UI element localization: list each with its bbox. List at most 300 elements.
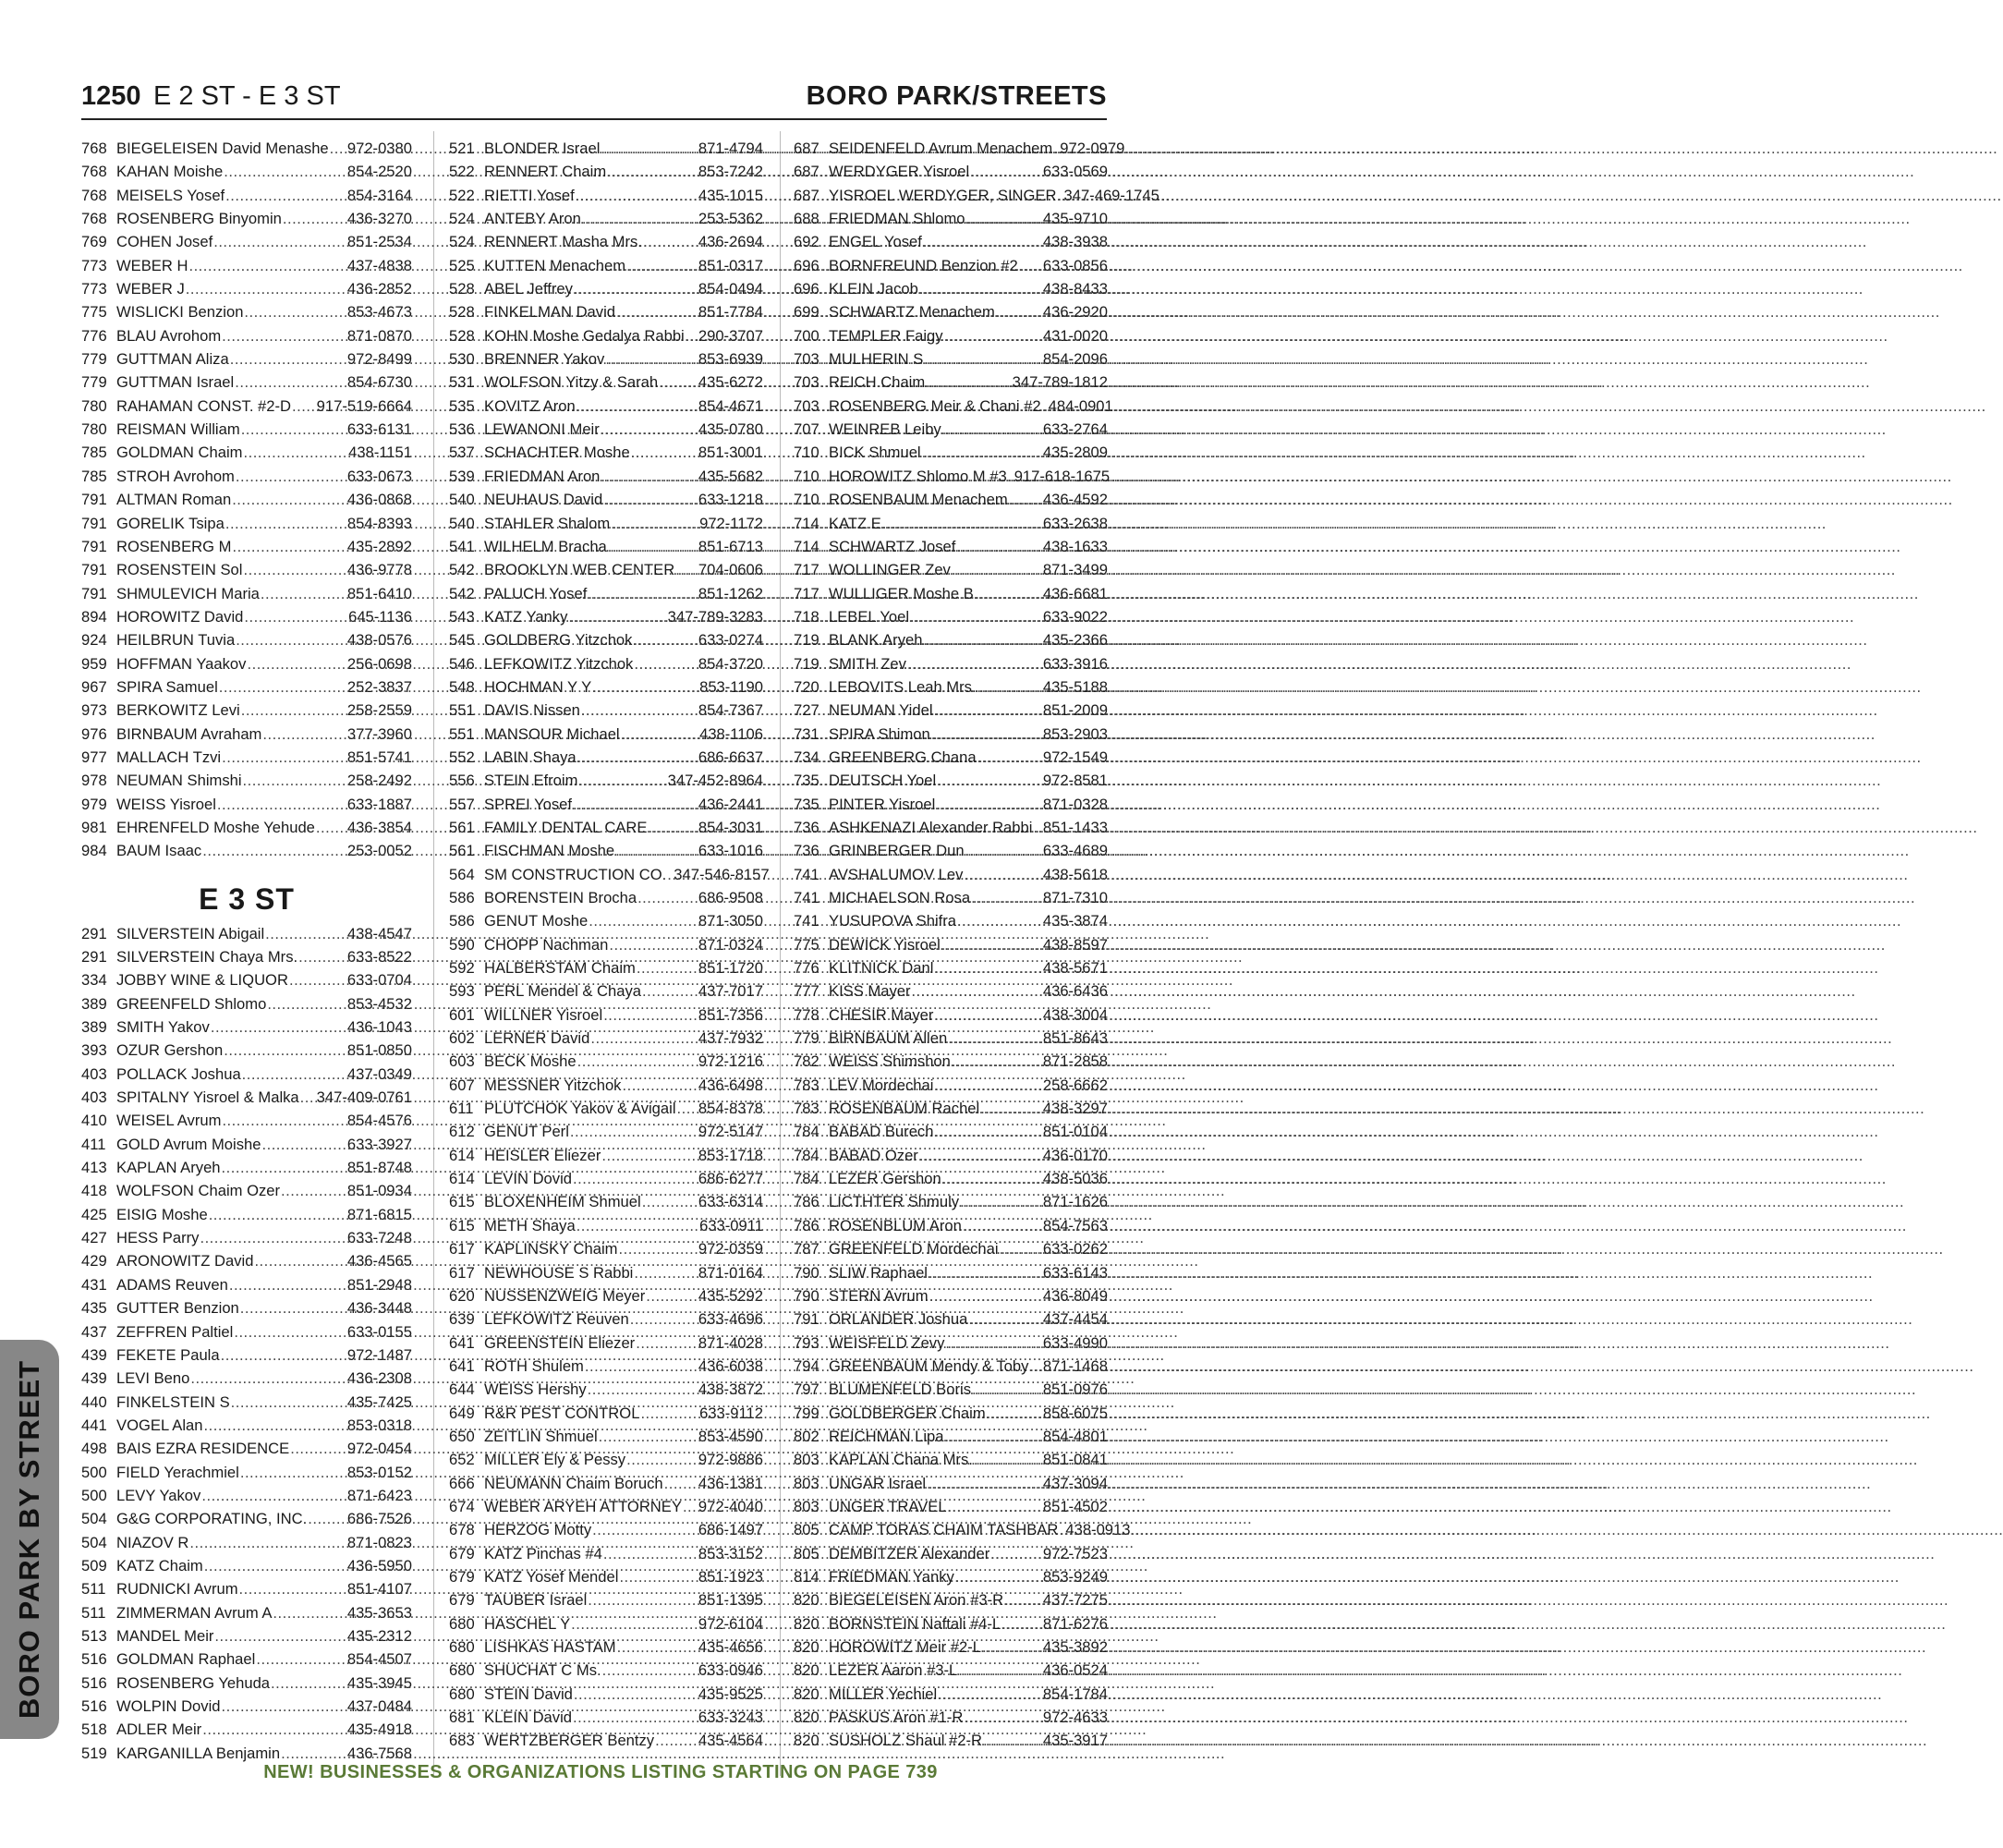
resident-name: FINKELSTEIN S bbox=[116, 1392, 230, 1411]
phone-number: 435-7425 bbox=[346, 1392, 412, 1411]
leader-dots bbox=[1008, 488, 1041, 511]
resident-name: GENUT Perl bbox=[484, 1123, 569, 1141]
listing-entry bbox=[794, 769, 1108, 792]
phone-number: 853-4590 bbox=[698, 1427, 763, 1445]
resident-name: FISCHMAN Moshe bbox=[484, 842, 615, 860]
phone-number: 854-1784 bbox=[1042, 1684, 1108, 1703]
listing-entry bbox=[449, 1003, 763, 1027]
resident-name: GOLDBERGER Chaim bbox=[829, 1404, 986, 1422]
leader-dots bbox=[587, 1378, 697, 1401]
leader-dots bbox=[297, 945, 346, 968]
phone-number: 435-4918 bbox=[346, 1720, 412, 1739]
leader-dots bbox=[202, 1414, 345, 1437]
page-header bbox=[81, 78, 1107, 120]
phone-number: 851-1395 bbox=[698, 1591, 763, 1610]
house-number: 539 bbox=[449, 467, 475, 485]
listing-entry bbox=[449, 1683, 763, 1706]
house-number: 674 bbox=[449, 1497, 475, 1515]
resident-name: KISS Mayer bbox=[829, 982, 911, 1001]
phone-number: 851-7784 bbox=[698, 303, 763, 322]
resident-name: BORNFREUND Benzion #2 bbox=[829, 256, 1018, 274]
listing-entry bbox=[794, 793, 1108, 816]
phone-number: 436-4565 bbox=[346, 1252, 412, 1270]
house-number: 511 bbox=[81, 1580, 106, 1599]
leader-dots bbox=[1007, 465, 1013, 488]
leader-dots bbox=[315, 816, 346, 839]
leader-dots bbox=[581, 207, 697, 230]
phone-number: 435-1015 bbox=[698, 186, 763, 204]
leader-dots bbox=[639, 1402, 698, 1425]
phone-number: 435-3874 bbox=[1042, 912, 1108, 930]
house-number: 644 bbox=[449, 1380, 475, 1399]
phone-number: 854-6730 bbox=[346, 373, 412, 392]
listing-entry bbox=[449, 324, 763, 347]
section-title: BORO PARK/STREETS bbox=[806, 81, 1107, 111]
phone-number: 972-0454 bbox=[346, 1440, 412, 1458]
phone-number: 853-1190 bbox=[699, 677, 763, 696]
resident-name: WEINREB Leiby bbox=[829, 420, 941, 439]
house-number: 521 bbox=[449, 140, 475, 157]
listing-entry bbox=[81, 652, 412, 675]
resident-name: FAMILY DENTAL CARE bbox=[484, 818, 648, 836]
phone-number: 436-2920 bbox=[1042, 303, 1108, 322]
phone-number: 972-8581 bbox=[1042, 772, 1108, 790]
listing-entry bbox=[81, 465, 412, 488]
resident-name: MALLACH Tzvi bbox=[116, 748, 222, 766]
leader-dots bbox=[981, 1635, 1041, 1659]
leader-dots bbox=[221, 1156, 346, 1179]
leader-dots bbox=[618, 1565, 696, 1588]
house-number: 783 bbox=[794, 1076, 819, 1094]
house-number: 516 bbox=[81, 1673, 107, 1692]
resident-name: KAPLAN Chana Mrs. bbox=[829, 1451, 973, 1469]
house-number: 500 bbox=[81, 1463, 107, 1481]
house-number: 797 bbox=[794, 1380, 819, 1399]
resident-name: FINKELMAN David bbox=[484, 303, 616, 322]
resident-name: BIEGELEISEN David Menashe bbox=[116, 140, 329, 157]
listing-entry bbox=[794, 1635, 1108, 1659]
listing-entry bbox=[81, 347, 412, 371]
listing-entry bbox=[794, 746, 1108, 769]
phone-number: 435-2366 bbox=[1042, 631, 1108, 650]
resident-name: FRIEDMAN Shlomo bbox=[829, 210, 965, 228]
resident-name: WEISS Hershy bbox=[484, 1380, 587, 1399]
house-number: 500 bbox=[81, 1486, 107, 1504]
house-number: 542 bbox=[449, 561, 475, 579]
phone-number: 853-9249 bbox=[1042, 1567, 1108, 1586]
resident-name: WOLLINGER Zev bbox=[829, 561, 951, 579]
listing-entry bbox=[449, 1190, 763, 1213]
phone-number: 633-2638 bbox=[1042, 514, 1108, 532]
listing-entry bbox=[449, 1214, 763, 1237]
phone-number: 853-0318 bbox=[346, 1416, 412, 1434]
listing-entry bbox=[449, 1284, 763, 1307]
resident-name: PLUTCHOK Yakov & Avigail bbox=[484, 1100, 676, 1118]
leader-dots bbox=[199, 1226, 345, 1249]
resident-name: BAUM Isaac bbox=[116, 842, 202, 860]
listing-entry bbox=[794, 207, 1108, 230]
house-number: 720 bbox=[794, 677, 819, 696]
listing-entry bbox=[794, 1027, 1108, 1050]
resident-name: ORLANDER Joshua bbox=[829, 1310, 968, 1329]
house-number: 820 bbox=[794, 1708, 819, 1727]
resident-name: SCHWARTZ Josef bbox=[829, 537, 956, 555]
phone-number: 851-0104 bbox=[1042, 1123, 1108, 1141]
phone-number: 436-3270 bbox=[346, 210, 412, 228]
leader-dots bbox=[606, 160, 697, 183]
phone-number: 871-4028 bbox=[698, 1333, 763, 1352]
listing-entry bbox=[81, 1367, 412, 1390]
phone-number: 435-5188 bbox=[1042, 677, 1108, 696]
resident-name: WOLPIN Dovid bbox=[116, 1697, 221, 1715]
leader-dots bbox=[933, 1074, 1040, 1097]
phone-number: 851-2948 bbox=[346, 1275, 412, 1294]
leader-dots bbox=[963, 863, 1040, 886]
listing-entry bbox=[449, 863, 770, 886]
leader-dots bbox=[242, 769, 346, 792]
resident-name: KATZ Yanky bbox=[484, 607, 568, 626]
resident-name: WEISS Yisroel bbox=[116, 795, 216, 813]
leader-dots bbox=[218, 675, 346, 699]
resident-name: HOCHMAN Y Y bbox=[484, 677, 592, 696]
leader-dots bbox=[967, 1307, 1041, 1331]
phone-number: 436-2308 bbox=[346, 1369, 412, 1388]
listing-entry bbox=[449, 652, 763, 675]
house-number: 291 bbox=[81, 924, 107, 942]
leader-dots bbox=[282, 207, 346, 230]
resident-name: GREENBERG Chana bbox=[829, 748, 977, 766]
house-number: 601 bbox=[449, 1005, 475, 1024]
phone-number: 853-0152 bbox=[346, 1463, 412, 1481]
resident-name: LERNER David bbox=[484, 1029, 590, 1048]
phone-number: 851-4107 bbox=[346, 1580, 412, 1599]
resident-name: BORENSTEIN Brocha bbox=[484, 889, 637, 906]
leader-dots bbox=[999, 1237, 1041, 1260]
house-number: 784 bbox=[794, 1170, 819, 1188]
leader-dots bbox=[947, 1495, 1041, 1518]
house-number: 498 bbox=[81, 1440, 107, 1458]
phone-number: 633-1016 bbox=[698, 842, 763, 860]
phone-number: 871-7310 bbox=[1042, 889, 1108, 906]
house-number: 540 bbox=[449, 491, 475, 509]
leader-dots bbox=[979, 1097, 1041, 1120]
phone-number: 438-5671 bbox=[1042, 959, 1108, 978]
resident-name: HOFFMAN Yaakov bbox=[116, 654, 247, 673]
leader-dots bbox=[598, 1425, 697, 1448]
resident-name: NEUHAUS David bbox=[484, 491, 603, 509]
house-number: 687 bbox=[794, 140, 819, 157]
house-number: 784 bbox=[794, 1123, 819, 1141]
phone-number: 917-519-6664 bbox=[316, 396, 412, 415]
house-number: 793 bbox=[794, 1333, 819, 1352]
resident-name: UNGAR Israel bbox=[829, 1474, 927, 1492]
phone-number: 436-3448 bbox=[346, 1299, 412, 1318]
phone-number: 435-5292 bbox=[698, 1286, 763, 1305]
resident-name: MICHAELSON Rosa bbox=[829, 889, 971, 906]
leader-dots bbox=[954, 1565, 1041, 1588]
leader-dots bbox=[221, 1695, 346, 1718]
leader-dots bbox=[243, 605, 346, 628]
leader-dots bbox=[933, 1120, 1040, 1143]
listing-entry bbox=[81, 418, 412, 441]
phone-number: 253-0052 bbox=[346, 842, 412, 860]
listing-entry bbox=[794, 979, 1108, 1003]
leader-dots bbox=[951, 1050, 1041, 1073]
leader-dots bbox=[242, 558, 345, 581]
phone-number: 917-618-1675 bbox=[1014, 467, 1111, 485]
resident-name: ROSENBERG M bbox=[116, 537, 232, 555]
listing-entry bbox=[794, 347, 1108, 371]
leader-dots bbox=[567, 605, 665, 628]
resident-name: BIEGELEISEN Aron #3-R bbox=[829, 1591, 1004, 1610]
listing-entry bbox=[794, 254, 1108, 277]
listing-entry bbox=[794, 1097, 1108, 1120]
leader-dots bbox=[572, 1167, 697, 1190]
house-number: 710 bbox=[794, 444, 819, 462]
listing-entry bbox=[449, 1518, 763, 1541]
listing-entry bbox=[794, 1120, 1108, 1143]
resident-name: KLEIN Jacob bbox=[829, 280, 918, 298]
resident-name: KUTTEN Menachem bbox=[484, 256, 626, 274]
listing-entry bbox=[794, 465, 1111, 488]
house-number: 791 bbox=[81, 514, 107, 532]
leader-dots bbox=[234, 371, 346, 394]
phone-number: 633-7248 bbox=[346, 1229, 412, 1247]
resident-name: POLLACK Joshua bbox=[116, 1064, 241, 1083]
house-number: 439 bbox=[81, 1369, 107, 1388]
leader-dots bbox=[663, 1472, 697, 1495]
listing-entry bbox=[81, 1063, 412, 1086]
leader-dots bbox=[928, 1261, 1041, 1284]
listing-column-1 bbox=[81, 137, 412, 1765]
phone-number: 633-2764 bbox=[1042, 420, 1108, 439]
house-number: 696 bbox=[794, 256, 819, 274]
phone-number: 437-4838 bbox=[346, 256, 412, 274]
house-number: 666 bbox=[449, 1474, 475, 1492]
leader-dots bbox=[941, 1167, 1041, 1190]
house-number: 790 bbox=[794, 1286, 819, 1305]
listing-entry bbox=[449, 1027, 763, 1050]
house-number: 741 bbox=[794, 912, 819, 930]
phone-number: 686-7526 bbox=[346, 1510, 412, 1528]
resident-name: DEMBITZER Alexander bbox=[829, 1544, 990, 1562]
house-number: 614 bbox=[449, 1170, 475, 1188]
resident-name: YUSUPOVA Shifra bbox=[829, 912, 957, 930]
listing-entry bbox=[794, 137, 1125, 160]
resident-name: ARONOWITZ David bbox=[116, 1252, 254, 1270]
leader-dots bbox=[962, 1214, 1041, 1237]
phone-number: 438-1106 bbox=[699, 724, 763, 743]
house-number: 978 bbox=[81, 772, 107, 790]
house-number: 680 bbox=[449, 1638, 475, 1656]
listing-entry bbox=[449, 347, 763, 371]
house-number: 820 bbox=[794, 1638, 819, 1656]
leader-dots bbox=[951, 558, 1041, 581]
resident-name: BICK Shmuel bbox=[829, 444, 921, 462]
listing-entry bbox=[449, 909, 763, 932]
leader-dots bbox=[911, 979, 1041, 1003]
listing-entry bbox=[449, 512, 763, 535]
leader-dots bbox=[260, 582, 346, 605]
listing-entry bbox=[81, 1461, 412, 1484]
resident-name: NEWHOUSE S Rabbi bbox=[484, 1263, 634, 1282]
phone-number: 435-5682 bbox=[698, 467, 763, 485]
leader-dots bbox=[280, 1179, 346, 1202]
house-number: 734 bbox=[794, 748, 819, 766]
listing-entry bbox=[449, 1378, 763, 1401]
leader-dots bbox=[963, 1706, 1040, 1729]
resident-name: METH Shaya bbox=[484, 1216, 576, 1234]
leader-dots bbox=[221, 1109, 345, 1132]
listing-entry bbox=[794, 395, 1113, 418]
listing-entry bbox=[81, 558, 412, 581]
listing-entry bbox=[794, 1144, 1108, 1167]
phone-number: 633-6143 bbox=[1042, 1263, 1108, 1282]
house-number: 783 bbox=[794, 1100, 819, 1118]
resident-name: ROSENBAUM Rachel bbox=[829, 1100, 980, 1118]
listing-entry bbox=[81, 1273, 412, 1296]
resident-name: BORNSTEIN Naftali #4-L bbox=[829, 1614, 1002, 1633]
resident-name: NEUMAN Shimshi bbox=[116, 772, 242, 790]
resident-name: SILVERSTEIN Chaya Mrs. bbox=[116, 948, 298, 966]
house-number: 519 bbox=[81, 1744, 107, 1762]
listing-entry bbox=[794, 160, 1108, 183]
listing-entry bbox=[449, 418, 763, 441]
house-number: 785 bbox=[81, 444, 107, 462]
house-number: 522 bbox=[449, 186, 475, 204]
listing-entry bbox=[794, 1659, 1108, 1682]
phone-number: 377-3960 bbox=[346, 724, 412, 743]
listing-entry bbox=[794, 1214, 1108, 1237]
phone-number: 438-3938 bbox=[1042, 233, 1108, 251]
listing-entry bbox=[81, 254, 412, 277]
listing-entry bbox=[449, 628, 763, 651]
leader-dots bbox=[212, 230, 346, 253]
house-number: 543 bbox=[449, 607, 475, 626]
house-number: 418 bbox=[81, 1182, 107, 1200]
house-number: 977 bbox=[81, 748, 107, 766]
resident-name: G&G CORPORATING, INC. bbox=[116, 1510, 308, 1528]
house-number: 551 bbox=[449, 724, 475, 743]
leader-dots bbox=[266, 992, 346, 1015]
phone-number: 633-4696 bbox=[698, 1310, 763, 1329]
phone-number: 645-1136 bbox=[348, 607, 412, 626]
house-number: 984 bbox=[81, 842, 107, 860]
listing-entry bbox=[794, 1284, 1108, 1307]
leader-dots bbox=[970, 886, 1041, 909]
listing-entry bbox=[449, 558, 763, 581]
house-number: 718 bbox=[794, 607, 819, 626]
leader-dots bbox=[261, 1133, 345, 1156]
listing-entry bbox=[81, 1554, 412, 1577]
phone-number: 853-1718 bbox=[698, 1146, 763, 1164]
phone-number: 347-789-1812 bbox=[1012, 373, 1108, 392]
leader-dots bbox=[936, 769, 1041, 792]
house-number: 779 bbox=[81, 373, 107, 392]
listing-entry bbox=[794, 184, 1159, 207]
house-number: 429 bbox=[81, 1252, 107, 1270]
leader-dots bbox=[225, 184, 346, 207]
listing-entry bbox=[81, 1624, 412, 1647]
listing-entry bbox=[794, 1729, 1108, 1752]
resident-name: GUTTER Benzion bbox=[116, 1299, 239, 1318]
resident-name: PINTER Yisroel bbox=[829, 795, 936, 813]
resident-name: REISMAN William bbox=[116, 420, 240, 439]
listing-entry bbox=[81, 184, 412, 207]
phone-number: 871-3050 bbox=[698, 912, 763, 930]
phone-number: 436-1381 bbox=[698, 1474, 763, 1492]
listing-entry bbox=[794, 1448, 1108, 1471]
leader-dots bbox=[666, 863, 672, 886]
leader-dots bbox=[270, 1672, 346, 1695]
house-number: 556 bbox=[449, 772, 475, 790]
house-number: 541 bbox=[449, 537, 475, 555]
house-number: 805 bbox=[794, 1521, 819, 1539]
phone-number: 435-2809 bbox=[1042, 444, 1108, 462]
house-number: 536 bbox=[449, 420, 475, 439]
listing-entry bbox=[794, 1472, 1108, 1495]
resident-name: KOHN Moshe Gedalya Rabbi bbox=[484, 326, 685, 345]
leader-dots bbox=[933, 1003, 1040, 1027]
resident-name: BRENNER Yakov bbox=[484, 350, 605, 369]
listing-entry bbox=[794, 605, 1108, 628]
listing-entry bbox=[81, 1156, 412, 1179]
resident-name: WOLFSON Chaim Ozer bbox=[116, 1182, 281, 1200]
leader-dots bbox=[1052, 137, 1058, 160]
leader-dots bbox=[239, 1296, 346, 1319]
leader-dots bbox=[977, 746, 1041, 769]
listing-entry bbox=[794, 371, 1108, 394]
house-number: 735 bbox=[794, 795, 819, 813]
phone-number: 438-1633 bbox=[1042, 537, 1108, 555]
phone-number: 633-9022 bbox=[1042, 607, 1108, 626]
phone-number: 484-0901 bbox=[1048, 396, 1113, 415]
leader-dots bbox=[188, 254, 345, 277]
resident-name: HERZOG Motty bbox=[484, 1521, 592, 1539]
listing-entry bbox=[449, 1120, 763, 1143]
leader-dots bbox=[918, 1144, 1041, 1167]
house-number: 687 bbox=[794, 186, 819, 204]
leader-dots bbox=[591, 1518, 697, 1541]
listing-entry bbox=[449, 1097, 763, 1120]
phone-number: 435-3917 bbox=[1042, 1732, 1108, 1750]
house-number: 542 bbox=[449, 584, 475, 602]
listing-entry bbox=[794, 1495, 1108, 1518]
house-number: 620 bbox=[449, 1286, 475, 1305]
leader-dots bbox=[233, 1320, 346, 1343]
listing-entry bbox=[449, 160, 763, 183]
house-number: 435 bbox=[81, 1299, 107, 1318]
footer-note: NEW! BUSINESSES & ORGANIZATIONS LISTING STARTING ON PAGE 739 bbox=[263, 1762, 938, 1782]
house-number: 780 bbox=[81, 396, 107, 415]
house-number: 393 bbox=[81, 1041, 107, 1060]
phone-number: 851-1720 bbox=[698, 959, 763, 978]
house-number: 803 bbox=[794, 1451, 819, 1469]
listing-entry bbox=[81, 1437, 412, 1460]
resident-name: SUSHOLZ Shaul #2-R bbox=[829, 1732, 983, 1750]
phone-number: 853-7242 bbox=[698, 163, 763, 181]
phone-number: 436-0170 bbox=[1042, 1146, 1108, 1164]
listing-entry bbox=[81, 1601, 412, 1624]
phone-number: 854-4507 bbox=[346, 1650, 412, 1669]
resident-name: LEFKOWITZ Yitzchok bbox=[484, 654, 634, 673]
house-number: 710 bbox=[794, 491, 819, 509]
listing-entry bbox=[449, 465, 763, 488]
resident-name: RENNERT Chaim bbox=[484, 163, 607, 181]
phone-number: 437-7275 bbox=[1042, 1591, 1108, 1610]
house-number: 786 bbox=[794, 1193, 819, 1211]
resident-name: LEVY Yakov bbox=[116, 1486, 201, 1504]
